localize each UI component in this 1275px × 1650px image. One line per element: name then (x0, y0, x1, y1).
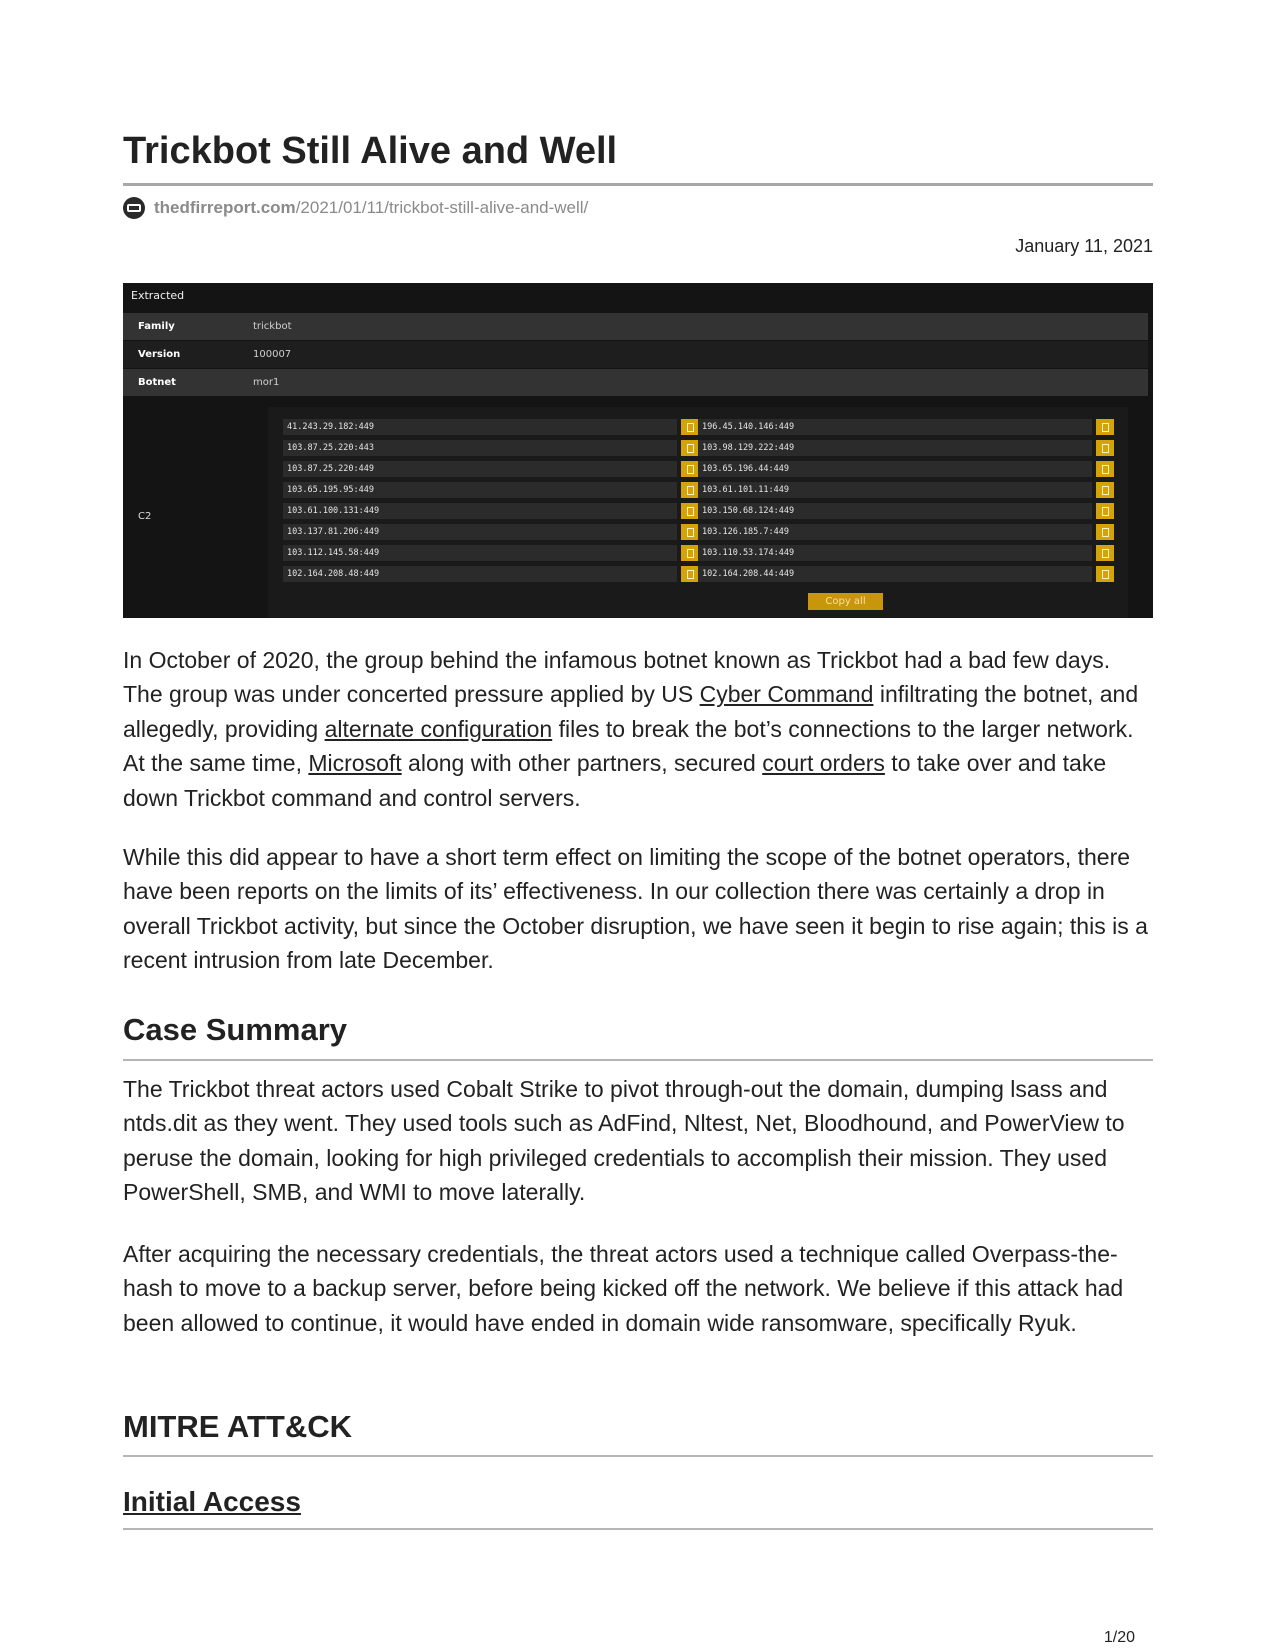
clipboard-icon (687, 444, 694, 453)
c2-address: 103.112.145.58:449 (283, 545, 677, 561)
clipboard-icon (687, 465, 694, 474)
clipboard-icon (1102, 528, 1109, 537)
section-divider (123, 1059, 1153, 1061)
microsoft-link[interactable]: Microsoft (308, 750, 402, 777)
intro-paragraph (123, 643, 1153, 815)
c2-address: 102.164.208.44:449 (698, 566, 1092, 582)
text-span: In October of 2020, the group behind the infamous botnet known as Trickbot had a bad few days. The group was under concerted pressure applied by US (123, 647, 1111, 708)
clipboard-icon (687, 528, 694, 537)
c2-address: 103.126.185.7:449 (698, 524, 1092, 540)
copy-icon[interactable] (1096, 419, 1114, 435)
c2-panel (268, 407, 1128, 618)
clipboard-icon (687, 423, 694, 432)
source-url[interactable] (123, 196, 588, 220)
source-path: /2021/01/11/trickbot-still-alive-and-well/ (295, 198, 589, 217)
c2-address: 103.137.81.206:449 (283, 524, 677, 540)
clipboard-icon (1102, 549, 1109, 558)
config-key: Botnet (138, 377, 176, 388)
c2-address: 103.61.100.131:449 (283, 503, 677, 519)
site-logo-icon (123, 197, 145, 219)
config-row-botnet (123, 369, 1148, 396)
court-orders-link[interactable]: court orders (762, 750, 885, 777)
c2-address: 103.61.101.11:449 (698, 482, 1092, 498)
c2-address: 103.110.53.174:449 (698, 545, 1092, 561)
title-divider (123, 183, 1153, 186)
copy-all-button[interactable]: Copy all (808, 593, 883, 610)
initial-access-heading[interactable]: Initial Access (123, 1486, 301, 1517)
clipboard-icon (1102, 570, 1109, 579)
copy-icon[interactable] (681, 419, 699, 435)
alternate-configuration-link[interactable]: alternate configuration (324, 715, 553, 742)
c2-address: 103.150.68.124:449 (698, 503, 1092, 519)
text-span: files to break the bot’s connections to the larger network. At the same time, (123, 715, 1134, 777)
copy-icon[interactable] (681, 440, 699, 456)
clipboard-icon (1102, 444, 1109, 453)
copy-icon[interactable] (1096, 566, 1114, 582)
clipboard-icon (687, 486, 694, 495)
text-span: to take over and take down Trickbot command and control servers. (123, 750, 1107, 811)
copy-icon[interactable] (681, 545, 699, 561)
clipboard-icon (687, 507, 694, 516)
clipboard-icon (1102, 465, 1109, 474)
clipboard-icon (1102, 486, 1109, 495)
c2-address: 102.164.208.48:449 (283, 566, 677, 582)
copy-icon[interactable] (1096, 440, 1114, 456)
config-row-family (123, 313, 1148, 340)
config-value: trickbot (253, 321, 292, 332)
second-paragraph: While this did appear to have a short term effect on limiting the scope of the botnet operators, there have been reports on the limits of its’ effectiveness. In our collection there was certainly a drop in overall Trickbot activity, but since the October disruption, we have seen it begin to rise again; this is a recent intrusion from late December. (123, 844, 1148, 974)
clipboard-icon (1102, 507, 1109, 516)
copy-icon[interactable] (1096, 482, 1114, 498)
copy-icon[interactable] (1096, 545, 1114, 561)
case-summary-paragraph-1: The Trickbot threat actors used Cobalt Strike to pivot through-out the domain, dumping lsass and ntds.dit as they went. They used tools such as AdFind, Nltest, Net, Bloodhound, and PowerView to peruse the domain, looking for high privileged credentials to accomplish their mission. They used PowerShell, SMB, and WMI to move laterally. (123, 1076, 1125, 1206)
copy-icon[interactable] (681, 482, 699, 498)
copy-icon[interactable] (681, 503, 699, 519)
config-row-version (123, 341, 1148, 368)
page-number: 1/20 (1103, 1629, 1135, 1646)
extracted-config-screenshot (123, 283, 1153, 618)
c2-address: 103.87.25.220:449 (283, 461, 677, 477)
c2-address: 103.87.25.220:443 (283, 440, 677, 456)
config-key: Version (138, 349, 181, 360)
copy-icon[interactable] (1096, 503, 1114, 519)
publish-date: January 11, 2021 (1015, 236, 1153, 256)
case-summary-paragraph-2: After acquiring the necessary credentials, the threat actors used a technique called Overpass-the-hash to move to a backup server, before being kicked off the network. We believe if this attack had been allowed to continue, it would have ended in domain wide ransomware, specifically Ryuk. (123, 1241, 1124, 1336)
copy-icon[interactable] (1096, 461, 1114, 477)
c2-address: 103.98.129.222:449 (698, 440, 1092, 456)
text-span: along with other partners, secured (401, 750, 763, 777)
config-value: mor1 (253, 377, 280, 388)
c2-label: C2 (138, 511, 152, 522)
text-span: infiltrating the botnet, and allegedly, providing (123, 681, 1139, 742)
clipboard-icon (687, 570, 694, 579)
clipboard-icon (1102, 423, 1109, 432)
source-domain: thedfirreport.com (154, 198, 296, 217)
c2-address: 196.45.140.146:449 (698, 419, 1092, 435)
c2-address: 103.65.196.44:449 (698, 461, 1092, 477)
copy-icon[interactable] (681, 524, 699, 540)
case-summary-heading: Case Summary (123, 1012, 348, 1047)
c2-address: 103.65.195.95:449 (283, 482, 677, 498)
config-value: 100007 (253, 349, 292, 360)
c2-address: 41.243.29.182:449 (283, 419, 677, 435)
page-title: Trickbot Still Alive and Well (123, 130, 618, 172)
section-divider (123, 1528, 1153, 1530)
copy-icon[interactable] (681, 461, 699, 477)
mitre-attack-heading: MITRE ATT&CK (123, 1409, 353, 1444)
cyber-command-link[interactable]: Cyber Command (699, 681, 874, 708)
screenshot-header: Extracted (131, 289, 185, 302)
config-key: Family (138, 321, 175, 332)
section-divider (123, 1455, 1153, 1457)
copy-icon[interactable] (1096, 524, 1114, 540)
copy-icon[interactable] (681, 566, 699, 582)
clipboard-icon (687, 549, 694, 558)
